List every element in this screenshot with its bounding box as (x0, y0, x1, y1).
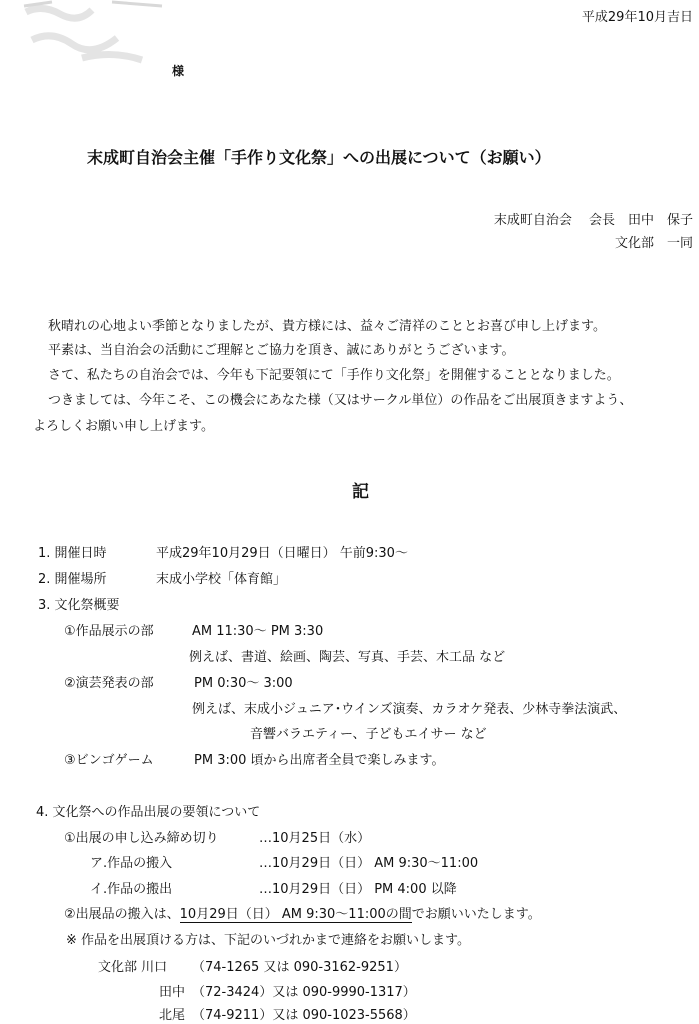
perform-label: ②演芸発表の部 (64, 676, 154, 691)
sender-line-2: 文化部 一同 (614, 236, 693, 251)
item-date-value: 平成29年10月29日（日曜日） 午前9:30～ (156, 546, 408, 561)
item-place-label: 2. 開催場所 (38, 572, 107, 587)
deadline-value: …10月25日（水） (259, 831, 371, 846)
bingo-value: PM 3:00 頃から出席者全員で楽しみます。 (194, 753, 445, 768)
perform-time: PM 0:30～ 3:00 (194, 676, 293, 691)
exhibit-examples: 例えば、書道、絵画、陶芸、写真、手芸、木工品 など (189, 650, 506, 665)
carry-note-underlined: 10月29日（日） AM 9:30～11:00の間 (179, 907, 412, 922)
bingo-label: ③ビンゴゲーム (64, 753, 154, 768)
carry-in-value: …10月29日（日） AM 9:30～11:00 (259, 856, 479, 871)
contact-name-tanaka: 田中 (159, 985, 186, 1000)
perform-examples-1: 例えば、末成小ジュニア･ウインズ演奏、カラオケ発表、少林寺拳法演武、 (192, 702, 627, 717)
scan-artifact (22, 0, 172, 70)
carry-note-pre: ②出展品の搬入は、 (64, 907, 180, 922)
exhibit-label: ①作品展示の部 (64, 624, 154, 639)
document-title: 末成町自治会主催「手作り文化祭」への出展について（お願い） (87, 148, 551, 167)
sender-line-1: 末成町自治会 会長 田中 保子 (493, 213, 693, 228)
contact-phone-kitao: （74-9211）又は 090-1023-5568） (192, 1008, 416, 1023)
carry-in-label: ア.作品の搬入 (90, 856, 173, 871)
document-date: 平成29年10月吉日 (581, 10, 693, 25)
section4-heading: 4. 文化祭への作品出展の要領について (36, 805, 261, 820)
carry-note-post: でお願いいたします。 (411, 907, 541, 922)
body-paragraph-2: 平素は、当自治会の活動にご理解とご協力を頂き、誠にありがとうございます。 (48, 343, 515, 358)
contact-name-kawaguchi: 文化部 川口 (98, 960, 168, 975)
item-place-value: 末成小学校「体育館」 (156, 572, 287, 587)
ki-heading: 記 (352, 482, 369, 502)
carry-out-value: …10月29日（日） PM 4:00 以降 (259, 882, 457, 897)
body-paragraph-1: 秋晴れの心地よい季節となりましたが、貴方様には、益々ご清祥のこととお喜び申し上げます。 (48, 319, 606, 334)
body-paragraph-5: よろしくお願い申し上げます。 (33, 419, 214, 434)
exhibit-time: AM 11:30～ PM 3:30 (192, 624, 324, 639)
item-date-label: 1. 開催日時 (38, 546, 107, 561)
contact-phone-kawaguchi: （74-1265 又は 090-3162-9251） (192, 960, 407, 975)
carry-out-label: イ.作品の搬出 (90, 882, 173, 897)
deadline-label: ①出展の申し込み締め切り (64, 831, 219, 846)
body-paragraph-3: さて、私たちの自治会では、今年も下記要領にて「手作り文化祭」を開催することとなりました。 (48, 368, 620, 383)
body-paragraph-4: つきましては、今年こそ、この機会にあなた様（又はサークル単位）の作品をご出展頂きますよう、 (48, 393, 633, 408)
item-overview-label: 3. 文化祭概要 (38, 598, 120, 613)
contact-phone-tanaka: （72-3424）又は 090-9990-1317） (192, 985, 416, 1000)
contact-note: ※ 作品を出展頂ける方は、下記のいづれかまで連絡をお願いします。 (66, 933, 470, 948)
carry-note (64, 907, 541, 923)
perform-examples-2: 音響バラエティー、子どもエイサー など (250, 727, 487, 742)
contact-name-kitao: 北尾 (159, 1008, 186, 1023)
addressee: 様 (172, 64, 185, 78)
